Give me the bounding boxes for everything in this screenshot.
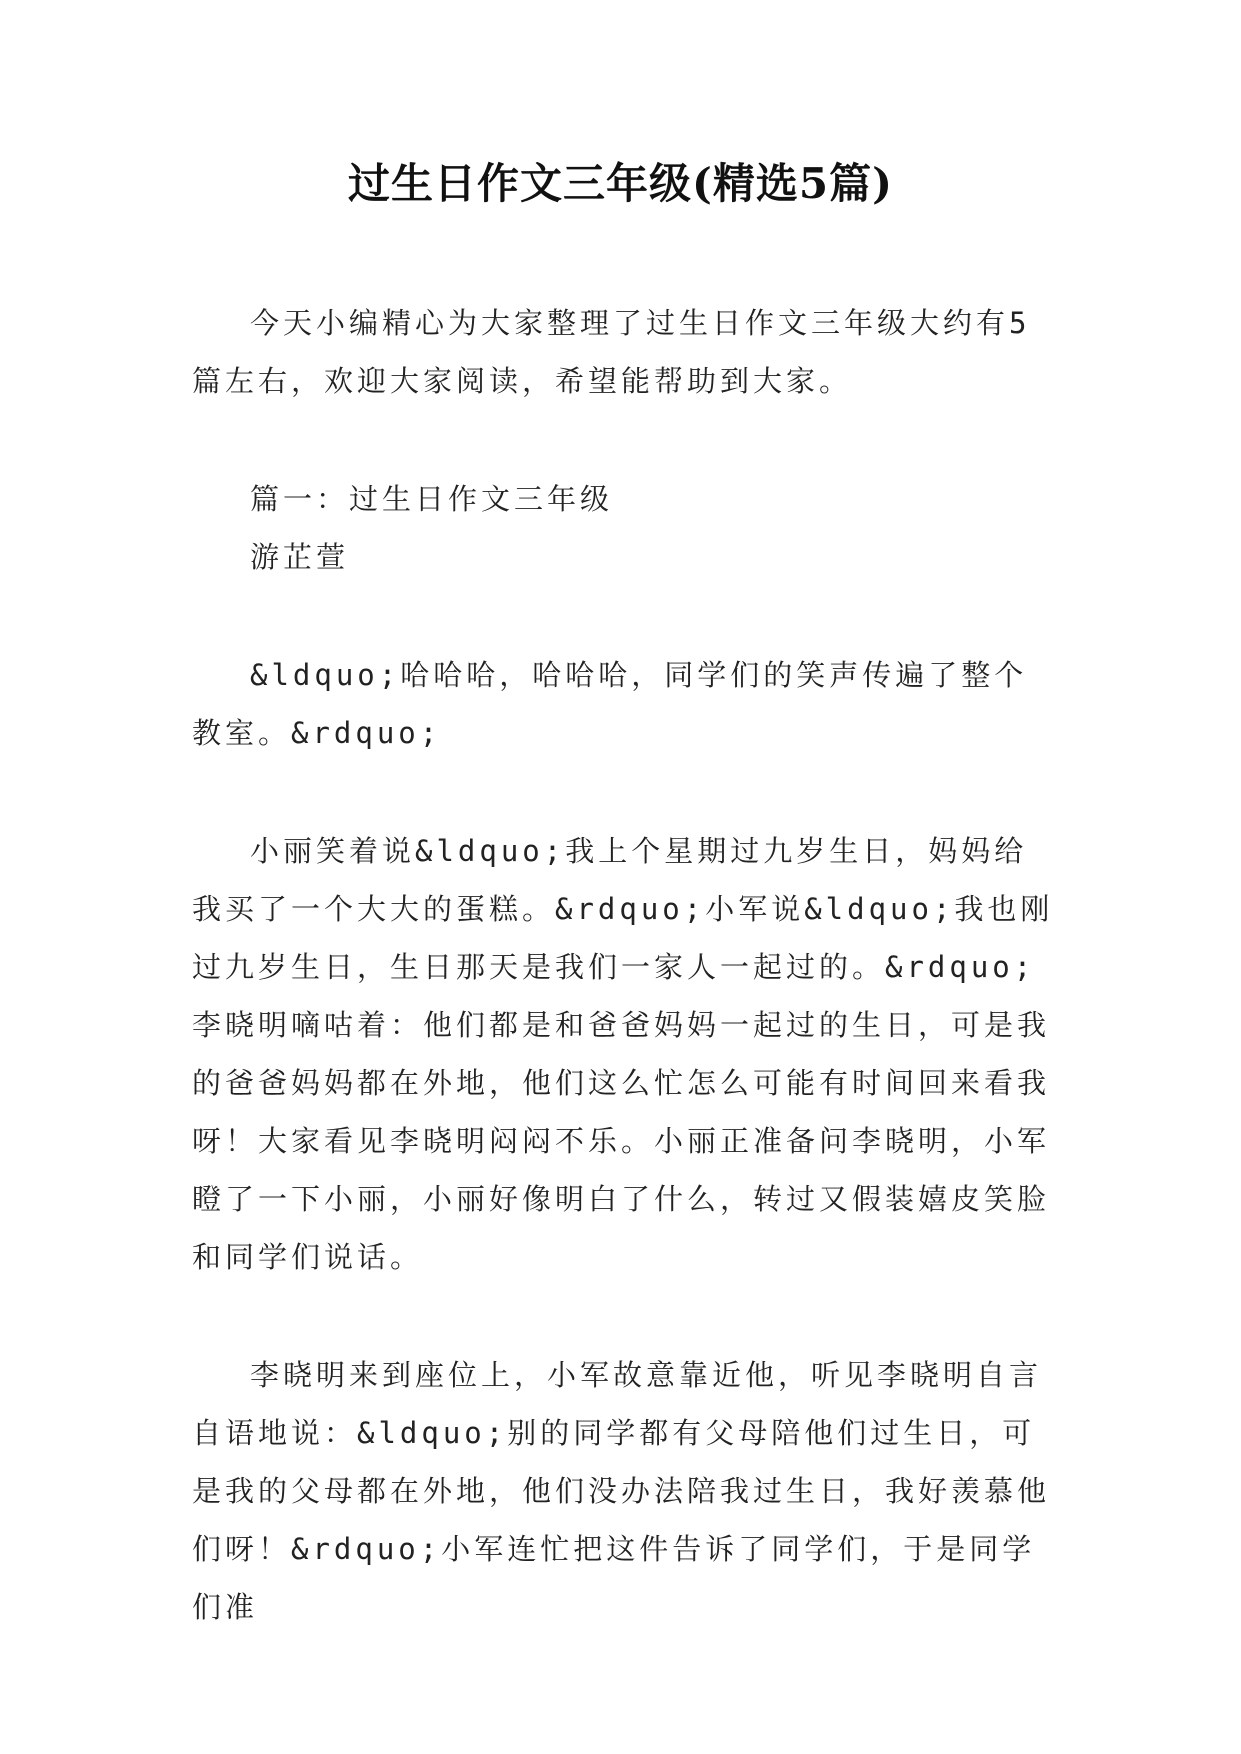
author-name: 游芷萱 xyxy=(250,540,350,574)
section-heading-block xyxy=(192,470,1058,586)
body-paragraph: 李晓明来到座位上，小军故意靠近他，听见李晓明自言自语地说：&ldquo;别的同学都有父母陪他们过生日，可是我的父母都在外地，他们没办法陪我过生日，我好羡慕他们呀！&rdquo;小军连忙把这件告诉了同学们，于是同学们准 xyxy=(192,1358,1051,1624)
section-heading: 篇一：过生日作文三年级 xyxy=(250,482,614,516)
body-paragraph: 小丽笑着说&ldquo;我上个星期过九岁生日，妈妈给我买了一个大大的蛋糕。&rdquo;小军说&ldquo;我也刚过九岁生日，生日那天是我们一家人一起过的。&rdquo;李晓明嘀咕着：他们都是和爸爸妈妈一起过的生日，可是我的爸爸妈妈都在外地，他们这么忙怎么可能有时间回来看我呀！大家看见李晓明闷闷不乐。小丽正准备问李晓明，小军瞪了一下小丽，小丽好像明白了什么，转过又假装嬉皮笑脸和同学们说话。 xyxy=(192,834,1054,1274)
document-title: 过生日作文三年级(精选5篇) xyxy=(348,159,893,208)
document-body xyxy=(192,294,1058,1696)
body-paragraph: &ldquo;哈哈哈，哈哈哈，同学们的笑声传遍了整个教室。&rdquo; xyxy=(192,658,1028,750)
intro-paragraph: 今天小编精心为大家整理了过生日作文三年级大约有5篇左右，欢迎大家阅读，希望能帮助到大家。 xyxy=(192,306,1031,398)
